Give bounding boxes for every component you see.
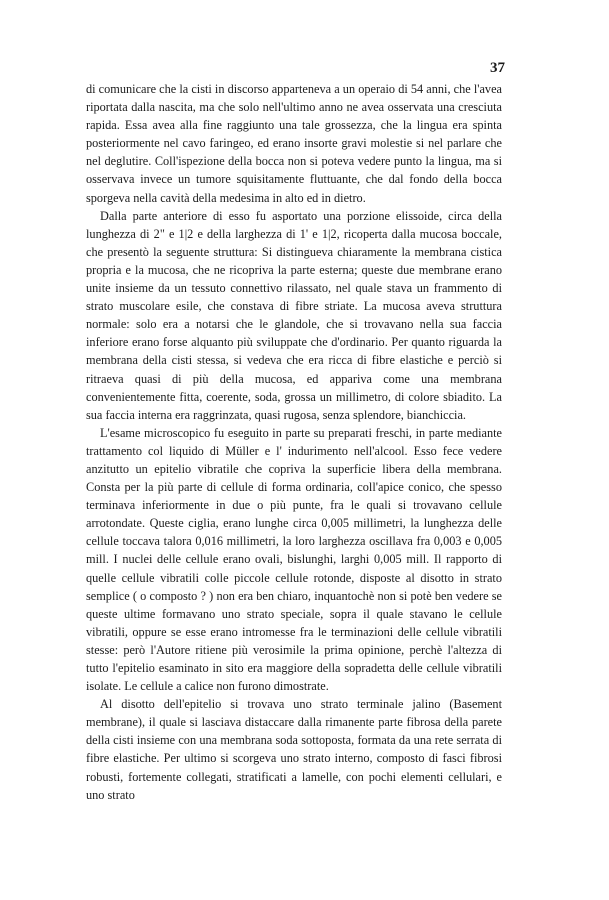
body-text [86,80,502,804]
paragraph-4: Al disotto dell'epitelio si trovava uno strato terminale jalino (Basement membrane), il quale si lasciava distaccare dalla rimanente parte fibrosa della parete della cisti insieme con una membrana soda sottoposta, formata da una rete serrata di fibre elastiche. Per ultimo si scorgeva uno strato interno, composto di fasci fibrosi robusti, fortemente collegati, stratificati a lamelle, con pochi elementi cellulari, e uno strato [86,697,502,802]
paragraph-2: Dalla parte anteriore di esso fu asportato una porzione elissoide, circa della lunghezza di 2" e 1|2 e della larghezza di 1' e 1|2, ricoperta dalla mucosa boccale, che presentò la seguente struttura: Si distingueva chiaramente la membrana cistica propria e la mucosa, che ne ricopriva la parte esterna; queste due membrane erano unite insieme da un tessuto connettivo rilassato, nel quale stava un frammento di strato muscolare esile, che constava di fibre striate. La mucosa aveva struttura normale: solo era a notarsi che le glandole, che si trovavano nella sua faccia inferiore erano forse alquanto più sviluppate che d'ordinario. Per quanto riguarda la membrana della cisti stessa, si vedeva che era ricca di fibre elastiche e perciò si ritraeva quasi di più della mucosa, ed appariva come una membrana convenientemente fitta, coerente, soda, grossa un millimetro, di colore sbiadito. La sua faccia interna era raggrinzata, quasi rugosa, senza splendore, bianchiccia. [86,208,502,422]
paragraph-3: L'esame microscopico fu eseguito in parte su preparati freschi, in parte mediante trattamento col liquido di Müller e l' indurimento nell'alcool. Esso fece vedere anzitutto un epitelio vibratile che copriva la superficie libera della membrana. Consta per la più parte di cellule di forma ordinaria, coll'apice conico, che spesso terminava inferiormente in due o più punte, fra le quali si trovavano cellule arrotondate. Queste ciglia, erano lunghe circa 0,005 millimetri, la lunghezza delle cellule toccava talora 0,016 millimetri, la loro larghezza oscillava fra 0,003 e 0,005 mill. I nuclei delle cellule erano ovali, bislunghi, larghi 0,005 mill. Il rapporto di quelle cellule vibratili colle piccole cellule rotonde, disposte al disotto in strato semplice ( o composto ? ) non era ben chiaro, inquantochè non si potè ben vedere se queste ultime formavano uno strato speciale, sopra il quale stavano le cellule vibratili, oppure se esse erano intromesse fra le terminazioni delle cellule vibratili stesse: però l'Autore ritiene più verosimile la prima opinione, perchè l'altezza di tutto l'epitelio esaminato in sito era maggiore della sopradetta delle cellule vibratili isolate. Le cellule a calice non furono dimostrate. [86,425,502,694]
paragraph-1: di comunicare che la cisti in discorso apparteneva a un operaio di 54 anni, che l'avea riportata dalla nascita, ma che solo nell'ultimo anno ne avea osservata una cresciuta rapida. Essa avea alla fine raggiunto una tale grossezza, che la lingua era spinta posteriormente nel cavo faringeo, ed erano insorte gravi molestie si nel parlare che nel deglutire. Coll'ispezione della bocca non si poteva vedere punto la lingua, ma si osservava invece un tumore squisitamente fluttuante, che dal fondo della bocca sporgeva nella cavità della medesima in alto ed in dietro. [86,82,502,205]
page-number: 37 [490,60,505,76]
